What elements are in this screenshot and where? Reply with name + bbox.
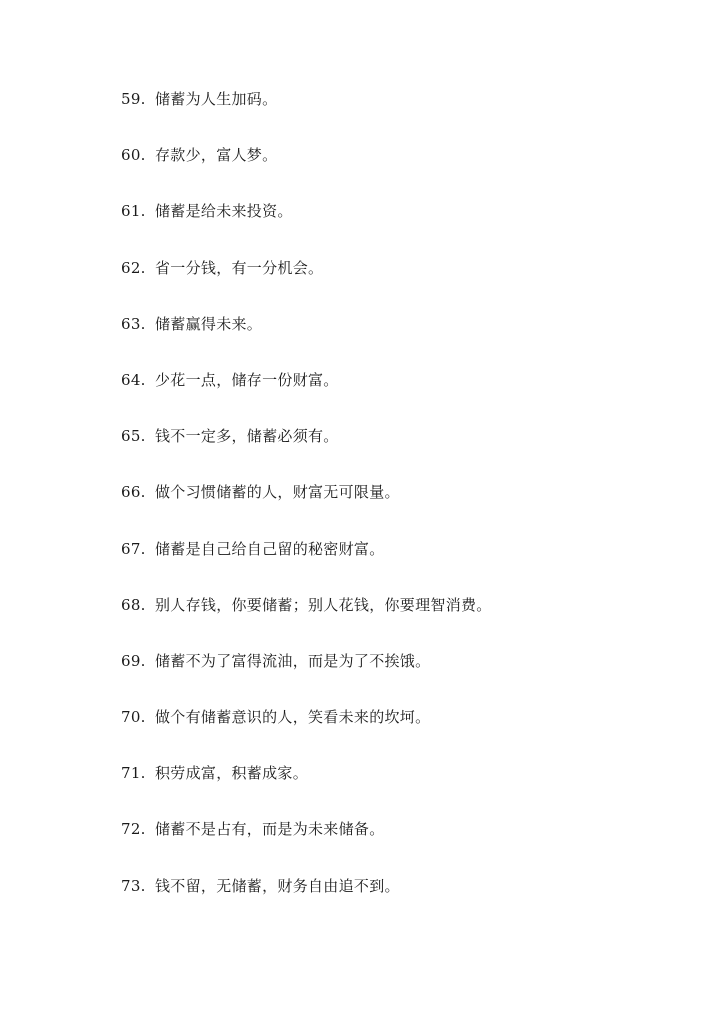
item-number: 64. <box>121 370 146 389</box>
item-text: 钱不留，无储蓄，财务自由追不到。 <box>155 876 400 895</box>
item-text: 少花一点，储存一份财富。 <box>155 370 339 389</box>
list-item <box>121 142 681 198</box>
item-number: 63. <box>121 314 146 333</box>
item-number: 62. <box>121 258 146 277</box>
list-item <box>121 648 681 704</box>
item-number: 72. <box>121 820 146 839</box>
item-text: 做个习惯储蓄的人，财富无可限量。 <box>155 483 400 502</box>
list-item <box>121 592 681 648</box>
item-number: 70. <box>121 708 146 727</box>
item-number: 71. <box>121 764 146 783</box>
item-number: 66. <box>121 483 146 502</box>
list-item <box>121 816 681 872</box>
item-number: 73. <box>121 876 146 895</box>
slogan-list <box>121 86 681 929</box>
item-text: 储蓄赢得未来。 <box>155 314 263 333</box>
item-number: 67. <box>121 539 146 558</box>
item-number: 60. <box>121 146 146 165</box>
list-item <box>121 86 681 142</box>
item-text: 储蓄是自己给自己留的秘密财富。 <box>155 539 385 558</box>
item-number: 69. <box>121 651 146 670</box>
list-item <box>121 760 681 816</box>
item-text: 储蓄为人生加码。 <box>155 90 278 108</box>
item-text: 别人存钱，你要储蓄；别人花钱，你要理智消费。 <box>155 595 492 614</box>
item-text: 存款少，富人梦。 <box>155 146 278 165</box>
list-item <box>121 255 681 311</box>
list-item <box>121 423 681 479</box>
item-text: 省一分钱，有一分机会。 <box>155 258 324 277</box>
list-item <box>121 198 681 254</box>
item-text: 储蓄是给未来投资。 <box>155 202 293 221</box>
list-item <box>121 873 681 929</box>
item-text: 储蓄不为了富得流油，而是为了不挨饿。 <box>155 651 431 670</box>
list-item <box>121 367 681 423</box>
item-number: 59. <box>121 90 146 108</box>
item-number: 61. <box>121 202 146 221</box>
list-item <box>121 311 681 367</box>
list-item <box>121 479 681 535</box>
item-text: 储蓄不是占有，而是为未来储备。 <box>155 820 385 839</box>
item-text: 钱不一定多，储蓄必须有。 <box>155 427 339 446</box>
list-item <box>121 536 681 592</box>
item-text: 积劳成富，积蓄成家。 <box>155 764 309 783</box>
item-number: 65. <box>121 427 146 446</box>
item-text: 做个有储蓄意识的人，笑看未来的坎坷。 <box>155 708 431 727</box>
item-number: 68. <box>121 595 146 614</box>
list-item <box>121 704 681 760</box>
